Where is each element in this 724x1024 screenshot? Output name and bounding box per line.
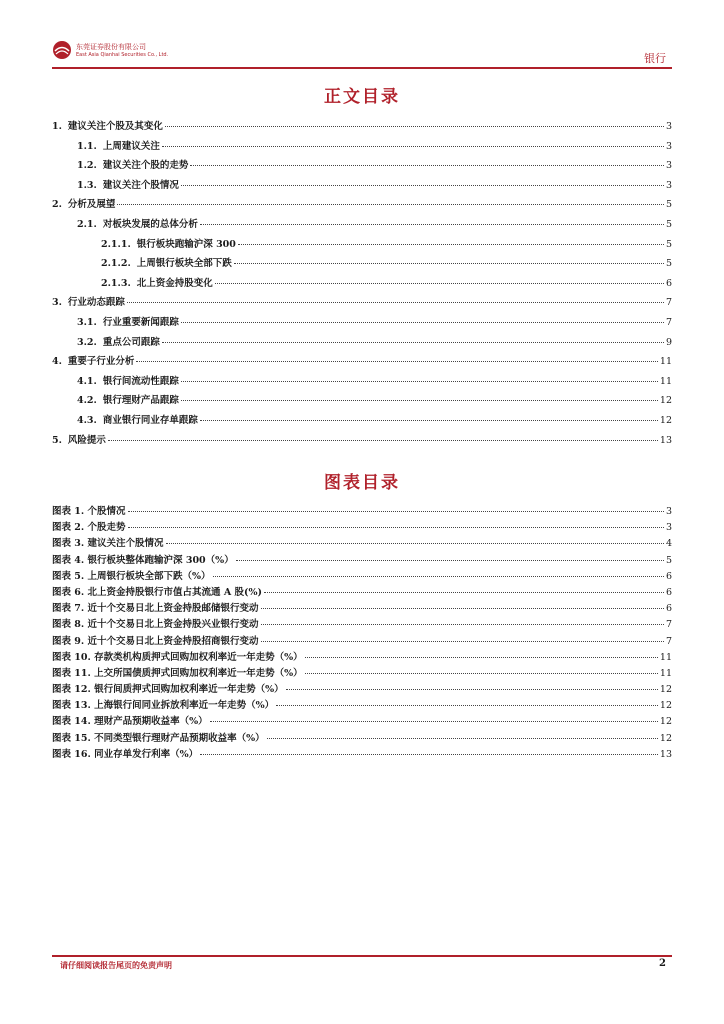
figure-entry-label: 图表 11. 上交所国债质押式回购加权利率近一年走势（%） [52, 667, 303, 679]
dot-leader [305, 657, 658, 658]
figure-entry-page: 6 [665, 570, 672, 582]
toc-entry-label: 5. 风险提示 [52, 434, 106, 446]
dot-leader [200, 224, 664, 225]
toc-entry[interactable] [52, 314, 672, 334]
toc-entry-label: 4.2. 银行理财产品跟踪 [77, 395, 179, 407]
dot-leader [234, 263, 664, 264]
figure-list [52, 503, 672, 762]
figure-entry[interactable] [52, 665, 672, 681]
toc-entry-number: 3. [52, 297, 62, 309]
toc-entry-label: 1.3. 建议关注个股情况 [77, 179, 179, 191]
figure-entry-page: 4 [665, 538, 672, 550]
toc-entry-number: 3.2. [77, 336, 97, 348]
figure-entry-label: 图表 10. 存款类机构质押式回购加权利率近一年走势（%） [52, 651, 303, 663]
figure-entry-page: 3 [665, 506, 672, 517]
dot-leader [264, 592, 664, 593]
dot-leader [215, 283, 664, 284]
figure-entry-label: 图表 8. 近十个交易日北上资金持股兴业银行变动 [52, 619, 259, 631]
figure-entry[interactable] [52, 649, 672, 665]
toc-entry[interactable] [52, 412, 672, 432]
dot-leader [117, 204, 664, 205]
figure-entry-page: 3 [665, 522, 672, 534]
dot-leader [210, 721, 658, 722]
section-tag: 银行 [644, 52, 666, 65]
toc-entry-label: 3. 行业动态跟踪 [52, 297, 125, 309]
figure-entry[interactable] [52, 535, 672, 551]
toc-entry-page: 5 [665, 218, 672, 230]
dot-leader [261, 641, 664, 642]
toc-entry-number: 2. [52, 199, 62, 211]
toc-entry-page: 9 [665, 336, 672, 348]
page-header [52, 40, 672, 74]
toc-entry-number: 2.1. [77, 218, 97, 230]
figure-entry-page: 12 [659, 716, 672, 728]
toc-entry[interactable] [52, 216, 672, 236]
figure-entry-label: 图表 3. 建议关注个股情况 [52, 538, 164, 550]
figure-entry[interactable] [52, 681, 672, 697]
figure-entry-page: 7 [665, 635, 672, 647]
figure-entry-page: 6 [665, 586, 672, 598]
toc-entry-number: 4.2. [77, 395, 97, 407]
figure-entry-label: 图表 7. 近十个交易日北上资金持股邮储银行变动 [52, 603, 259, 615]
figure-entry[interactable] [52, 633, 672, 649]
dot-leader [213, 576, 664, 577]
toc-entry-page: 12 [659, 395, 672, 407]
dot-leader [165, 126, 664, 127]
toc-entry[interactable] [52, 138, 672, 158]
figure-entry[interactable] [52, 519, 672, 535]
toc-entry-page: 12 [659, 414, 672, 426]
toc-entry-number: 1.1. [77, 140, 97, 152]
toc-entry[interactable] [52, 157, 672, 177]
footer-divider [52, 955, 672, 957]
toc-entry[interactable] [52, 177, 672, 197]
figure-entry-page: 13 [659, 748, 672, 760]
dot-leader [236, 560, 664, 561]
figure-entry-label: 图表 2. 个股走势 [52, 522, 126, 534]
toc-entry-page: 3 [665, 160, 672, 172]
toc-entry-page: 3 [665, 121, 672, 132]
toc-entry-number: 1. [52, 121, 62, 132]
toc-entry-number: 3.1. [77, 316, 97, 328]
footer-disclaimer: 请仔细阅读报告尾页的免责声明 [60, 961, 172, 970]
figure-entry-label: 图表 9. 近十个交易日北上资金持股招商银行变动 [52, 635, 259, 647]
figure-entry[interactable] [52, 697, 672, 713]
figure-entry[interactable] [52, 713, 672, 729]
toc-entry-number: 4. [52, 356, 62, 368]
figure-entry[interactable] [52, 552, 672, 568]
figure-entry-label: 图表 12. 银行间质押式回购加权利率近一年走势（%） [52, 684, 284, 696]
toc-entry-label: 2.1.3. 北上资金持股变化 [101, 277, 213, 289]
dot-leader [190, 165, 664, 166]
toc-entry[interactable] [52, 334, 672, 354]
dot-leader [181, 322, 664, 323]
figure-entry-label: 图表 6. 北上资金持股银行市值占其流通 A 股(%) [52, 586, 263, 598]
dot-leader [166, 543, 664, 544]
toc-entry[interactable] [52, 294, 672, 314]
toc-entry-number: 5. [52, 434, 62, 446]
company-logo-icon [52, 40, 72, 60]
dot-leader [181, 381, 658, 382]
dot-leader [127, 302, 664, 303]
toc-entry-page: 3 [665, 140, 672, 152]
figure-entry[interactable] [52, 600, 672, 616]
toc-entry-number: 2.1.1. [101, 238, 131, 250]
dot-leader [261, 608, 664, 609]
dot-leader [200, 420, 658, 421]
figure-entry-page: 12 [659, 684, 672, 696]
toc-entry[interactable] [52, 196, 672, 216]
dot-leader [136, 361, 657, 362]
figure-entry[interactable] [52, 584, 672, 600]
page-number: 2 [659, 958, 666, 969]
dot-leader [162, 342, 664, 343]
toc-entry-page: 3 [665, 179, 672, 191]
figure-entry-page: 7 [665, 619, 672, 631]
toc-entry-label: 4.3. 商业银行同业存单跟踪 [77, 414, 198, 426]
figure-entry-label: 图表 13. 上海银行间同业拆放利率近一年走势（%） [52, 700, 275, 712]
figure-entry-page: 11 [659, 651, 672, 663]
figure-entry-label: 图表 5. 上周银行板块全部下跌（%） [52, 570, 211, 582]
toc-entry[interactable] [52, 255, 672, 275]
dot-leader [261, 624, 664, 625]
figure-entry[interactable] [52, 568, 672, 584]
figure-entry-label: 图表 1. 个股情况 [52, 506, 126, 517]
dot-leader [305, 673, 658, 674]
toc-entry-number: 1.3. [77, 179, 97, 191]
toc-entry-page: 6 [665, 277, 672, 289]
dot-leader [128, 527, 664, 528]
figure-entry-label: 图表 14. 理财产品预期收益率（%） [52, 716, 208, 728]
toc-entry[interactable] [52, 432, 672, 452]
dot-leader [200, 754, 658, 755]
company-name-cn: 东莞证券股份有限公司 [76, 43, 146, 51]
toc-entry-number: 4.3. [77, 414, 97, 426]
figure-entry-label: 图表 4. 银行板块整体跑输沪深 300（%） [52, 554, 234, 566]
figure-entry[interactable] [52, 730, 672, 746]
toc-entry[interactable] [52, 373, 672, 393]
figure-entry-label: 图表 15. 不同类型银行理财产品预期收益率（%） [52, 732, 265, 744]
toc-entry-label: 2.1.1. 银行板块跑输沪深 300 [101, 238, 236, 250]
dot-leader [238, 244, 664, 245]
toc-entry[interactable] [52, 392, 672, 412]
table-of-contents [52, 118, 672, 451]
toc-entry-page: 5 [665, 258, 672, 270]
toc-title: 正文目录 [324, 87, 400, 107]
toc-entry-number: 2.1.2. [101, 258, 131, 270]
toc-entry-number: 1.2. [77, 160, 97, 172]
toc-entry-label: 3.2. 重点公司跟踪 [77, 336, 160, 348]
figure-entry-page: 12 [659, 700, 672, 712]
header-divider [52, 67, 672, 69]
figure-entry-page: 5 [665, 554, 672, 566]
toc-entry-number: 2.1.3. [101, 277, 131, 289]
toc-entry-label: 4.1. 银行间流动性跟踪 [77, 375, 179, 387]
toc-entry-label: 2.1.2. 上周银行板块全部下跌 [101, 258, 232, 270]
toc-entry-page: 11 [659, 375, 672, 387]
toc-entry-page: 13 [659, 434, 672, 446]
dot-leader [108, 440, 658, 441]
dot-leader [181, 400, 658, 401]
dot-leader [286, 689, 658, 690]
toc-entry-label: 1. 建议关注个股及其变化 [52, 121, 163, 132]
figure-entry-label: 图表 16. 同业存单发行利率（%） [52, 748, 199, 760]
figure-list-title: 图表目录 [324, 473, 400, 493]
toc-entry-page: 7 [665, 297, 672, 309]
toc-entry-page: 5 [665, 199, 672, 211]
toc-entry-label: 2.1. 对板块发展的总体分析 [77, 218, 198, 230]
dot-leader [128, 511, 664, 512]
dot-leader [162, 146, 664, 147]
toc-entry-label: 1.2. 建议关注个股的走势 [77, 160, 189, 172]
dot-leader [267, 738, 658, 739]
toc-entry-label: 4. 重要子行业分析 [52, 356, 135, 368]
figure-entry[interactable] [52, 616, 672, 632]
toc-entry[interactable] [52, 353, 672, 373]
figure-entry-page: 11 [659, 667, 672, 679]
toc-entry[interactable] [52, 118, 672, 138]
toc-entry-label: 3.1. 行业重要新闻跟踪 [77, 316, 179, 328]
dot-leader [181, 185, 664, 186]
toc-entry[interactable] [52, 236, 672, 256]
figure-entry-page: 12 [659, 732, 672, 744]
toc-entry-page: 11 [659, 356, 672, 368]
figure-entry[interactable] [52, 503, 672, 519]
toc-entry-label: 1.1. 上周建议关注 [77, 140, 160, 152]
toc-entry[interactable] [52, 275, 672, 295]
toc-entry-label: 2. 分析及展望 [52, 199, 116, 211]
toc-entry-page: 5 [665, 238, 672, 250]
dot-leader [276, 705, 658, 706]
company-name-en: East Asia Qianhai Securities Co., Ltd. [76, 52, 169, 58]
toc-entry-page: 7 [665, 316, 672, 328]
figure-entry[interactable] [52, 746, 672, 762]
toc-entry-number: 4.1. [77, 375, 97, 387]
figure-entry-page: 6 [665, 603, 672, 615]
